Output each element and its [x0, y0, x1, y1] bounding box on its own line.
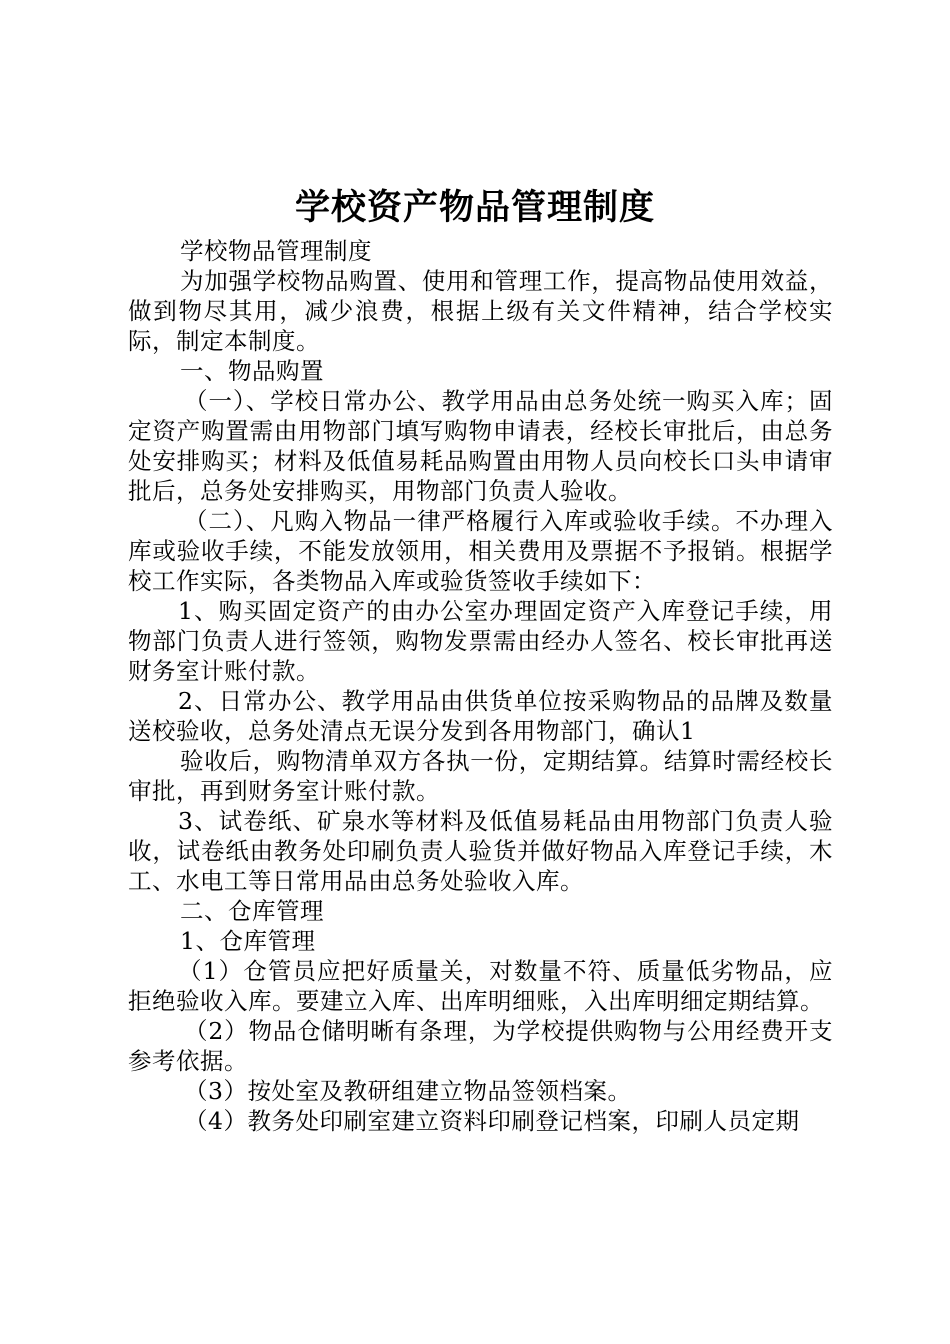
- paragraph-item-3: 3、试卷纸、矿泉水等材料及低值易耗品由用物部门负责人验收，试卷纸由教务处印刷负责人验货并做好物品入库登记手续，木工、水电工等日常用品由总务处验收入库。: [128, 807, 833, 895]
- document-title: 学校资产物品管理制度: [294, 188, 655, 228]
- paragraph-purchase-1: （一）、学校日常办公、教学用品由总务处统一购买入库；固定资产购置需由用物部门填写购物申请表，经校长审批后，由总务处安排购买；材料及低值易耗品购置由用物人员向校长口头申请审批后，总务处安排购买，用物部门负责人验收。: [128, 387, 833, 505]
- subsection-heading-warehouse: 1、仓库管理: [180, 927, 316, 955]
- paragraph-item-1: 1、购买固定资产的由办公室办理固定资产入库登记手续，用物部门负责人进行签领，购物发票需由经办人签名、校长审批再送财务室计账付款。: [128, 597, 833, 685]
- paragraph-warehouse-1: （1）仓管员应把好质量关，对数量不符、质量低劣物品，应拒绝验收入库。要建立入库、出库明细账，入出库明细定期结算。: [128, 957, 833, 1015]
- section-heading-purchase: 一、物品购置: [180, 357, 324, 385]
- paragraph-subtitle: 学校物品管理制度: [180, 237, 372, 265]
- paragraph-warehouse-2: （2）物品仓储明晰有条理，为学校提供购物与公用经费开支参考依据。: [128, 1017, 833, 1075]
- section-heading-warehouse: 二、仓库管理: [180, 897, 324, 925]
- paragraph-intro: 为加强学校物品购置、使用和管理工作，提高物品使用效益，做到物尽其用，减少浪费，根据上级有关文件精神，结合学校实际，制定本制度。: [128, 267, 833, 355]
- paragraph-warehouse-4: （4）教务处印刷室建立资料印刷登记档案，印刷人员定期: [184, 1107, 800, 1135]
- paragraph-item-2: 2、日常办公、教学用品由供货单位按采购物品的品牌及数量送校验收，总务处清点无误分发到各用物部门，确认1: [128, 687, 833, 745]
- document-body: [128, 236, 833, 1136]
- paragraph-item-2-cont: 验收后，购物清单双方各执一份，定期结算。结算时需经校长审批，再到财务室计账付款。: [128, 747, 833, 805]
- paragraph-warehouse-3: （3）按处室及教研组建立物品签领档案。: [184, 1077, 632, 1105]
- paragraph-purchase-2: （二）、凡购入物品一律严格履行入库或验收手续。不办理入库或验收手续，不能发放领用，相关费用及票据不予报销。根据学校工作实际，各类物品入库或验货签收手续如下：: [128, 507, 833, 595]
